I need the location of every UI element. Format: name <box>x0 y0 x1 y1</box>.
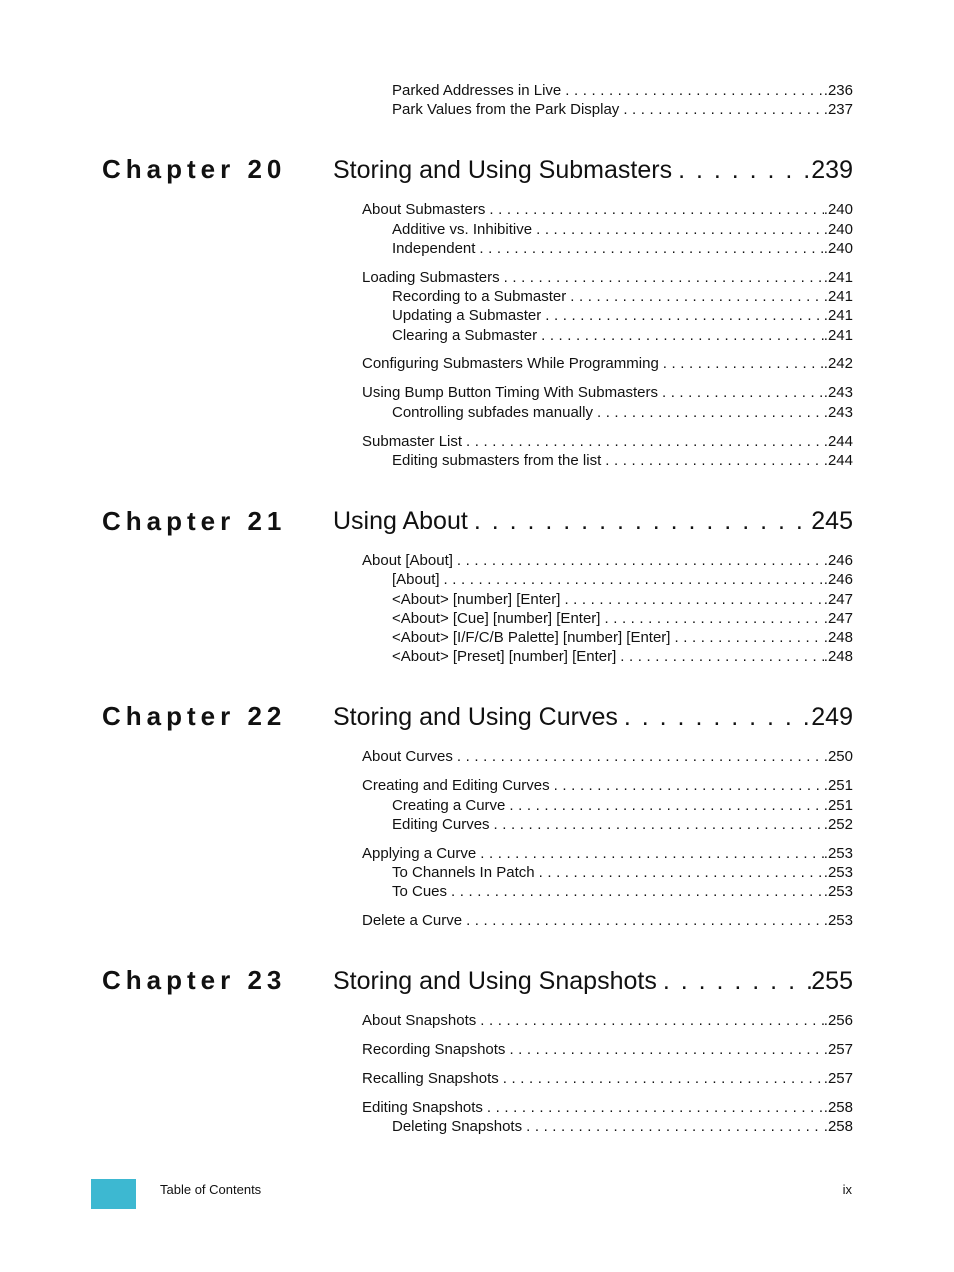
chapter-label: Chapter 22 <box>102 701 287 731</box>
leader-dots <box>593 403 824 423</box>
toc-entry[interactable] <box>362 354 853 374</box>
toc-entry[interactable] <box>392 100 853 120</box>
toc-entry-page: .248 <box>823 648 853 665</box>
toc-entry[interactable] <box>362 200 853 220</box>
chapter-title: Storing and Using Curves <box>333 703 618 731</box>
toc-entry[interactable] <box>392 796 853 816</box>
toc-entry-label: Creating and Editing Curves <box>362 777 550 794</box>
toc-entry[interactable] <box>392 306 853 326</box>
leader-dots <box>499 1069 824 1089</box>
chapter-page: 245 <box>811 507 853 535</box>
toc-entry-label: Creating a Curve <box>392 797 506 814</box>
toc-entry-page: .251 <box>823 777 853 794</box>
chapter-title: Storing and Using Snapshots <box>333 967 657 995</box>
toc-entry-page: .240 <box>823 240 853 257</box>
toc-entry-page: .244 <box>823 433 853 450</box>
toc-entry[interactable] <box>362 747 853 767</box>
leader-dots <box>541 306 824 326</box>
footer-page-number: ix <box>842 1182 852 1197</box>
toc-entry-label: Submaster List <box>362 433 463 450</box>
toc-entry-page: .246 <box>823 571 853 588</box>
leader-dots <box>440 570 824 590</box>
toc-entry-label: To Channels In Patch <box>392 864 535 881</box>
leader-dots <box>485 200 823 220</box>
toc-entry[interactable] <box>392 403 853 423</box>
toc-entry-label: About Snapshots <box>362 1012 477 1029</box>
toc-entry[interactable] <box>392 239 853 259</box>
toc-entry[interactable] <box>392 326 853 346</box>
leader-dots <box>560 590 823 610</box>
leader-dots <box>462 911 824 931</box>
toc-entry[interactable] <box>362 551 853 571</box>
leader-dots <box>505 796 823 816</box>
toc-entry-page: .241 <box>823 307 853 324</box>
chapter-label: Chapter 20 <box>102 154 287 184</box>
toc-entry-page: .241 <box>823 327 853 344</box>
toc-entry-page: .253 <box>823 912 853 929</box>
leader-dots <box>658 383 824 403</box>
toc-entry-label: Independent <box>392 240 476 257</box>
leader-dots <box>483 1098 824 1118</box>
leader-dots <box>453 551 824 571</box>
toc-entry-page: .248 <box>823 629 853 646</box>
leader-dots <box>522 1117 824 1137</box>
leader-dots <box>476 844 824 864</box>
toc-entry[interactable] <box>362 1069 853 1089</box>
leader-dots <box>535 863 824 883</box>
toc-entry-label: Controlling subfades manually <box>392 404 593 421</box>
leader-dots <box>468 505 811 537</box>
leader-dots <box>670 628 823 648</box>
toc-entry[interactable] <box>392 628 853 648</box>
toc-entry-page: .243 <box>823 384 853 401</box>
toc-entry-page: .241 <box>823 288 853 305</box>
toc-entry-label: Additive vs. Inhibitive <box>392 221 533 238</box>
toc-entry[interactable] <box>362 1011 853 1031</box>
toc-entry[interactable] <box>392 590 853 610</box>
leader-dots <box>619 100 823 120</box>
chapter-label: Chapter 21 <box>102 506 287 536</box>
leader-dots <box>601 451 824 471</box>
chapter-title-row[interactable] <box>333 505 853 537</box>
toc-entry-label: Loading Submasters <box>362 269 500 286</box>
toc-entry-label: About Submasters <box>362 201 486 218</box>
toc-entry[interactable] <box>392 815 853 835</box>
chapter-label: Chapter 23 <box>102 965 287 995</box>
toc-entry-page: .252 <box>823 816 853 833</box>
leader-dots <box>476 1011 824 1031</box>
leader-dots <box>550 776 824 796</box>
leader-dots <box>462 432 824 452</box>
toc-entry-label: <About> [Cue] [number] [Enter] <box>392 610 601 627</box>
toc-entry-label: Editing Snapshots <box>362 1099 483 1116</box>
toc-entry-page: .251 <box>823 797 853 814</box>
toc-entry[interactable] <box>392 1117 853 1137</box>
leader-dots <box>490 815 824 835</box>
toc-entry-page: .253 <box>823 883 853 900</box>
toc-entry-page: .236 <box>823 82 853 99</box>
chapter-page: 249 <box>811 703 853 731</box>
chapter-title-row[interactable] <box>333 154 853 186</box>
toc-entry-page: .253 <box>823 845 853 862</box>
toc-entry-label: [About] <box>392 571 440 588</box>
toc-entry[interactable] <box>362 268 853 288</box>
leader-dots <box>537 326 824 346</box>
toc-entry-page: .243 <box>823 404 853 421</box>
toc-entry[interactable] <box>362 911 853 931</box>
chapter-title-row[interactable] <box>333 701 853 733</box>
toc-entry-page: .250 <box>823 748 853 765</box>
toc-entry-page: .242 <box>823 355 853 372</box>
toc-entry-label: Park Values from the Park Display <box>392 101 620 118</box>
toc-entry-label: Recording to a Submaster <box>392 288 567 305</box>
leader-dots <box>600 609 823 629</box>
leader-dots <box>618 701 811 733</box>
chapter-title: Storing and Using Submasters <box>333 156 673 184</box>
toc-entry-page: .246 <box>823 552 853 569</box>
toc-entry-label: To Cues <box>392 883 448 900</box>
toc-entry-label: <About> [number] [Enter] <box>392 591 561 608</box>
chapter-page: 255 <box>811 967 853 995</box>
toc-entry-label: Updating a Submaster <box>392 307 542 324</box>
toc-entry-label: Configuring Submasters While Programming <box>362 355 659 372</box>
leader-dots <box>505 1040 823 1060</box>
toc-entry-page: .257 <box>823 1041 853 1058</box>
leader-dots <box>659 354 824 374</box>
toc-entry-page: .256 <box>823 1012 853 1029</box>
toc-entry-label: <About> [Preset] [number] [Enter] <box>392 648 617 665</box>
toc-entry-page: .257 <box>823 1070 853 1087</box>
toc-entry-label: Recalling Snapshots <box>362 1070 499 1087</box>
leader-dots <box>561 81 824 101</box>
chapter-page: 239 <box>811 156 853 184</box>
leader-dots <box>672 154 811 186</box>
leader-dots <box>657 965 811 997</box>
toc-entry[interactable] <box>392 647 853 667</box>
toc-entry[interactable] <box>362 383 853 403</box>
footer-section-title: Table of Contents <box>160 1182 262 1197</box>
toc-entry-page: .253 <box>823 864 853 881</box>
leader-dots <box>532 220 824 240</box>
toc-entry[interactable] <box>392 287 853 307</box>
toc-entry-label: Editing Curves <box>392 816 490 833</box>
toc-entry[interactable] <box>362 776 853 796</box>
toc-entry-page: .247 <box>823 610 853 627</box>
toc-entry-label: Delete a Curve <box>362 912 463 929</box>
toc-entry[interactable] <box>392 81 853 101</box>
toc-entry-label: Clearing a Submaster <box>392 327 538 344</box>
footer-accent-block <box>91 1179 136 1209</box>
toc-entry-label: Applying a Curve <box>362 845 477 862</box>
toc-entry-page: .240 <box>823 221 853 238</box>
toc-entry[interactable] <box>362 844 853 864</box>
toc-entry[interactable] <box>362 1040 853 1060</box>
toc-entry-page: .247 <box>823 591 853 608</box>
toc-entry[interactable] <box>392 451 853 471</box>
toc-entry-label: <About> [I/F/C/B Palette] [number] [Enter] <box>392 629 671 646</box>
toc-entry-label: Editing submasters from the list <box>392 452 602 469</box>
toc-entry[interactable] <box>392 570 853 590</box>
toc-entry-page: .241 <box>823 269 853 286</box>
toc-entry-label: About [About] <box>362 552 453 569</box>
toc-entry-label: Recording Snapshots <box>362 1041 506 1058</box>
toc-entry-label: Parked Addresses in Live <box>392 82 562 99</box>
leader-dots <box>475 239 823 259</box>
toc-entry-page: .240 <box>823 201 853 218</box>
chapter-title-row[interactable] <box>333 965 853 997</box>
leader-dots <box>453 747 824 767</box>
leader-dots <box>447 882 824 902</box>
toc-entry-page: .237 <box>823 101 853 118</box>
toc-entry[interactable] <box>362 1098 853 1118</box>
toc-entry[interactable] <box>392 882 853 902</box>
toc-entry-label: Deleting Snapshots <box>392 1118 523 1135</box>
leader-dots <box>566 287 824 307</box>
toc-entry-page: .258 <box>823 1118 853 1135</box>
toc-entry[interactable] <box>392 863 853 883</box>
toc-entry[interactable] <box>362 432 853 452</box>
chapter-title: Using About <box>333 507 468 535</box>
leader-dots <box>500 268 824 288</box>
leader-dots <box>616 647 824 667</box>
toc-entry-page: .258 <box>823 1099 853 1116</box>
toc-entry-page: .244 <box>823 452 853 469</box>
toc-entry[interactable] <box>392 220 853 240</box>
toc-entry-label: Using Bump Button Timing With Submasters <box>362 384 658 401</box>
toc-entry-label: About Curves <box>362 748 453 765</box>
toc-entry[interactable] <box>392 609 853 629</box>
